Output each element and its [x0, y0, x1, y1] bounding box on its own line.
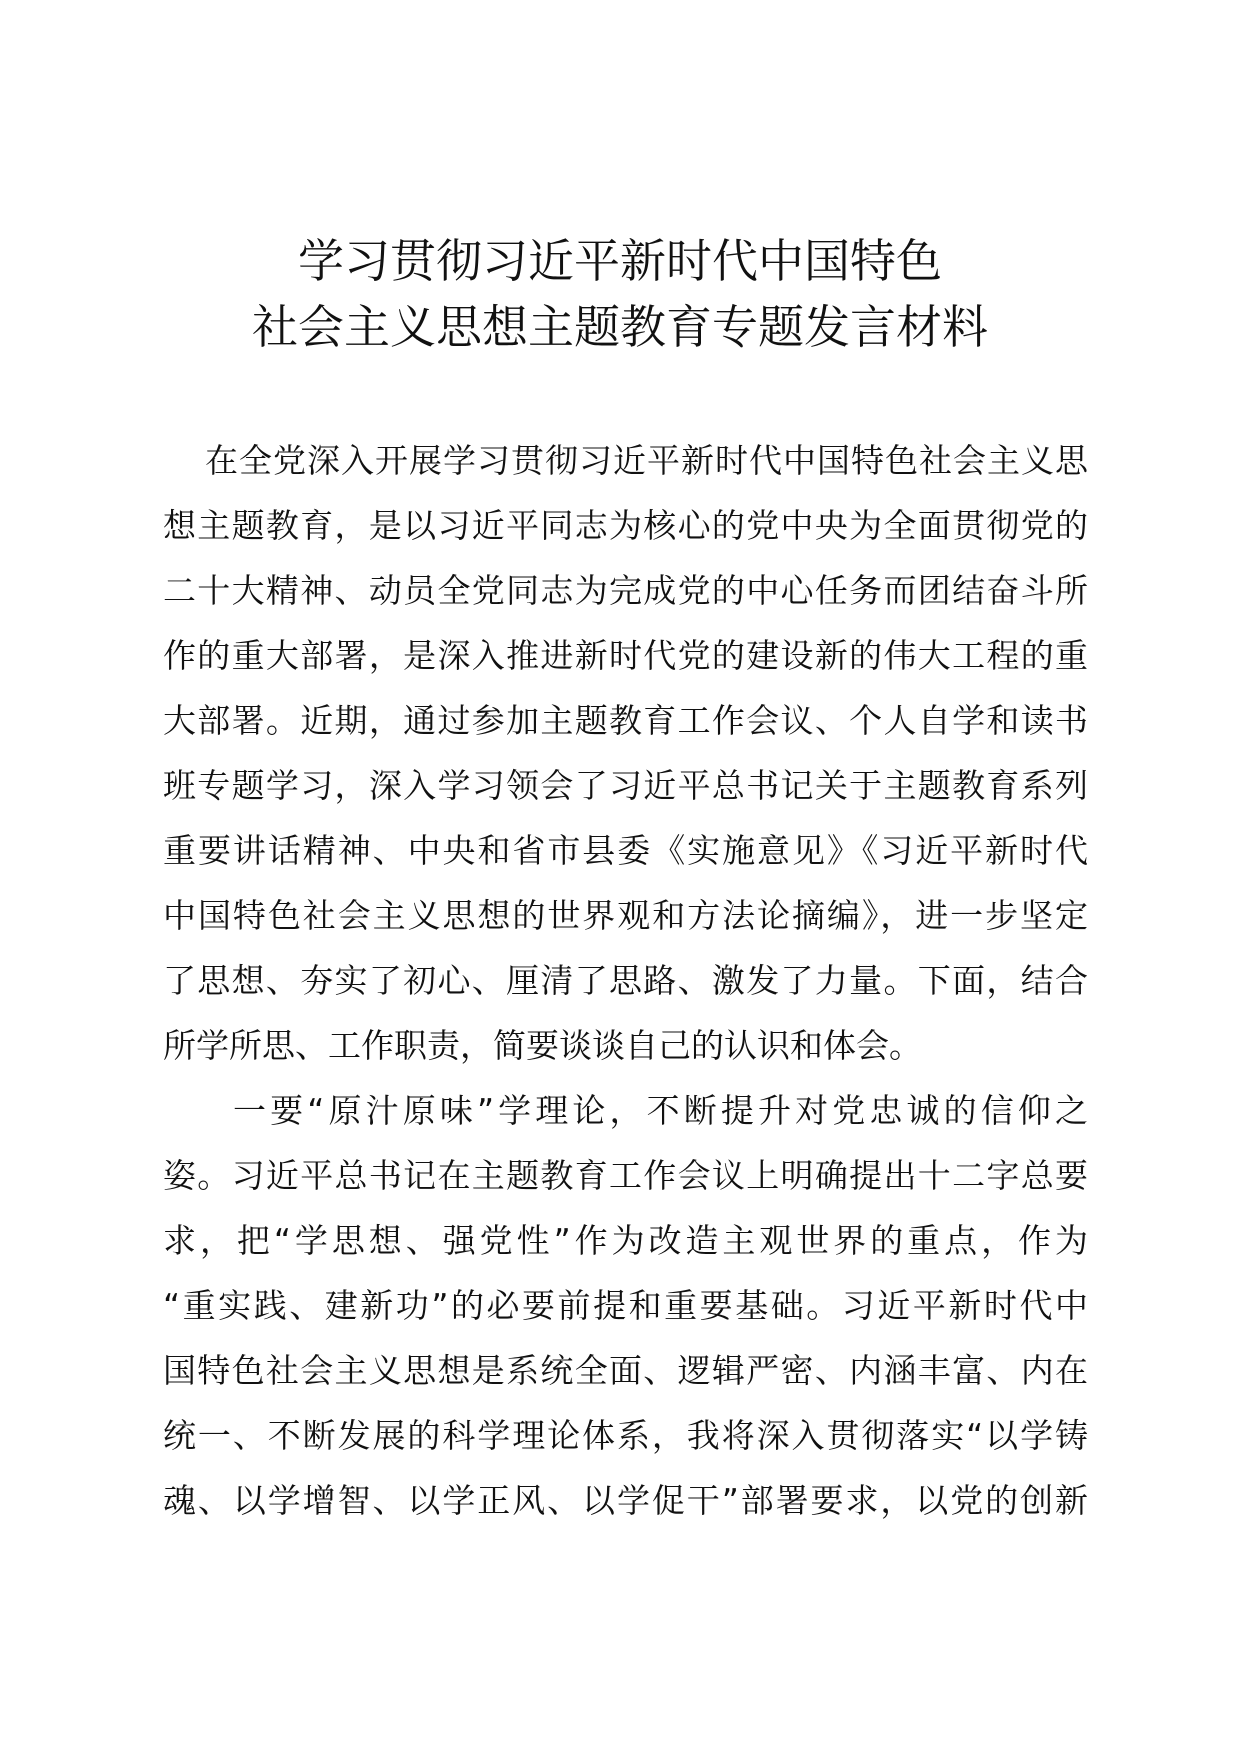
text-line: 了思想、夯实了初心、厘清了思路、激发了力量。下面，结合 [163, 961, 1088, 1000]
text-line: 求，把“学思想、强党性”作为改造主观世界的重点，作为 [163, 1221, 1088, 1260]
text-line: 统一、不断发展的科学理论体系，我将深入贯彻落实“以学铸 [163, 1416, 1088, 1455]
text-line: 在全党深入开展学习贯彻习近平新时代中国特色社会主义思 [205, 441, 1088, 480]
text-line: 魂、以学增智、以学正风、以学促干”部署要求，以党的创新 [163, 1481, 1088, 1520]
text-line: 二十大精神、动员全党同志为完成党的中心任务而团结奋斗所 [163, 571, 1088, 610]
text-line: 想主题教育，是以习近平同志为核心的党中央为全面贯彻党的 [163, 506, 1088, 545]
text-line: 作的重大部署，是深入推进新时代党的建设新的伟大工程的重 [163, 636, 1088, 675]
text-line: 中国特色社会主义思想的世界观和方法论摘编》，进一步坚定 [163, 896, 1088, 935]
text-line: 所学所思、工作职责，简要谈谈自己的认识和体会。 [163, 1026, 922, 1065]
text-line: 一要“原汁原味”学理论，不断提升对党忠诚的信仰之 [233, 1091, 1088, 1130]
document-title-line-1: 学习贯彻习近平新时代中国特色 [298, 234, 942, 288]
document-title-line-2: 社会主义思想主题教育专题发言材料 [252, 300, 988, 354]
text-line: 大部署。近期，通过参加主题教育工作会议、个人自学和读书 [163, 701, 1088, 740]
text-line: 重要讲话精神、中央和省市县委《实施意见》《习近平新时代 [163, 831, 1088, 870]
paragraph-point-one [163, 1078, 1088, 1533]
text-line: 国特色社会主义思想是系统全面、逻辑严密、内涵丰富、内在 [163, 1351, 1088, 1390]
text-line: 班专题学习，深入学习领会了习近平总书记关于主题教育系列 [163, 766, 1088, 805]
paragraph-intro [163, 428, 1088, 1078]
text-line: “重实践、建新功”的必要前提和重要基础。习近平新时代中 [163, 1286, 1088, 1325]
text-line: 姿。习近平总书记在主题教育工作会议上明确提出十二字总要 [163, 1156, 1088, 1195]
